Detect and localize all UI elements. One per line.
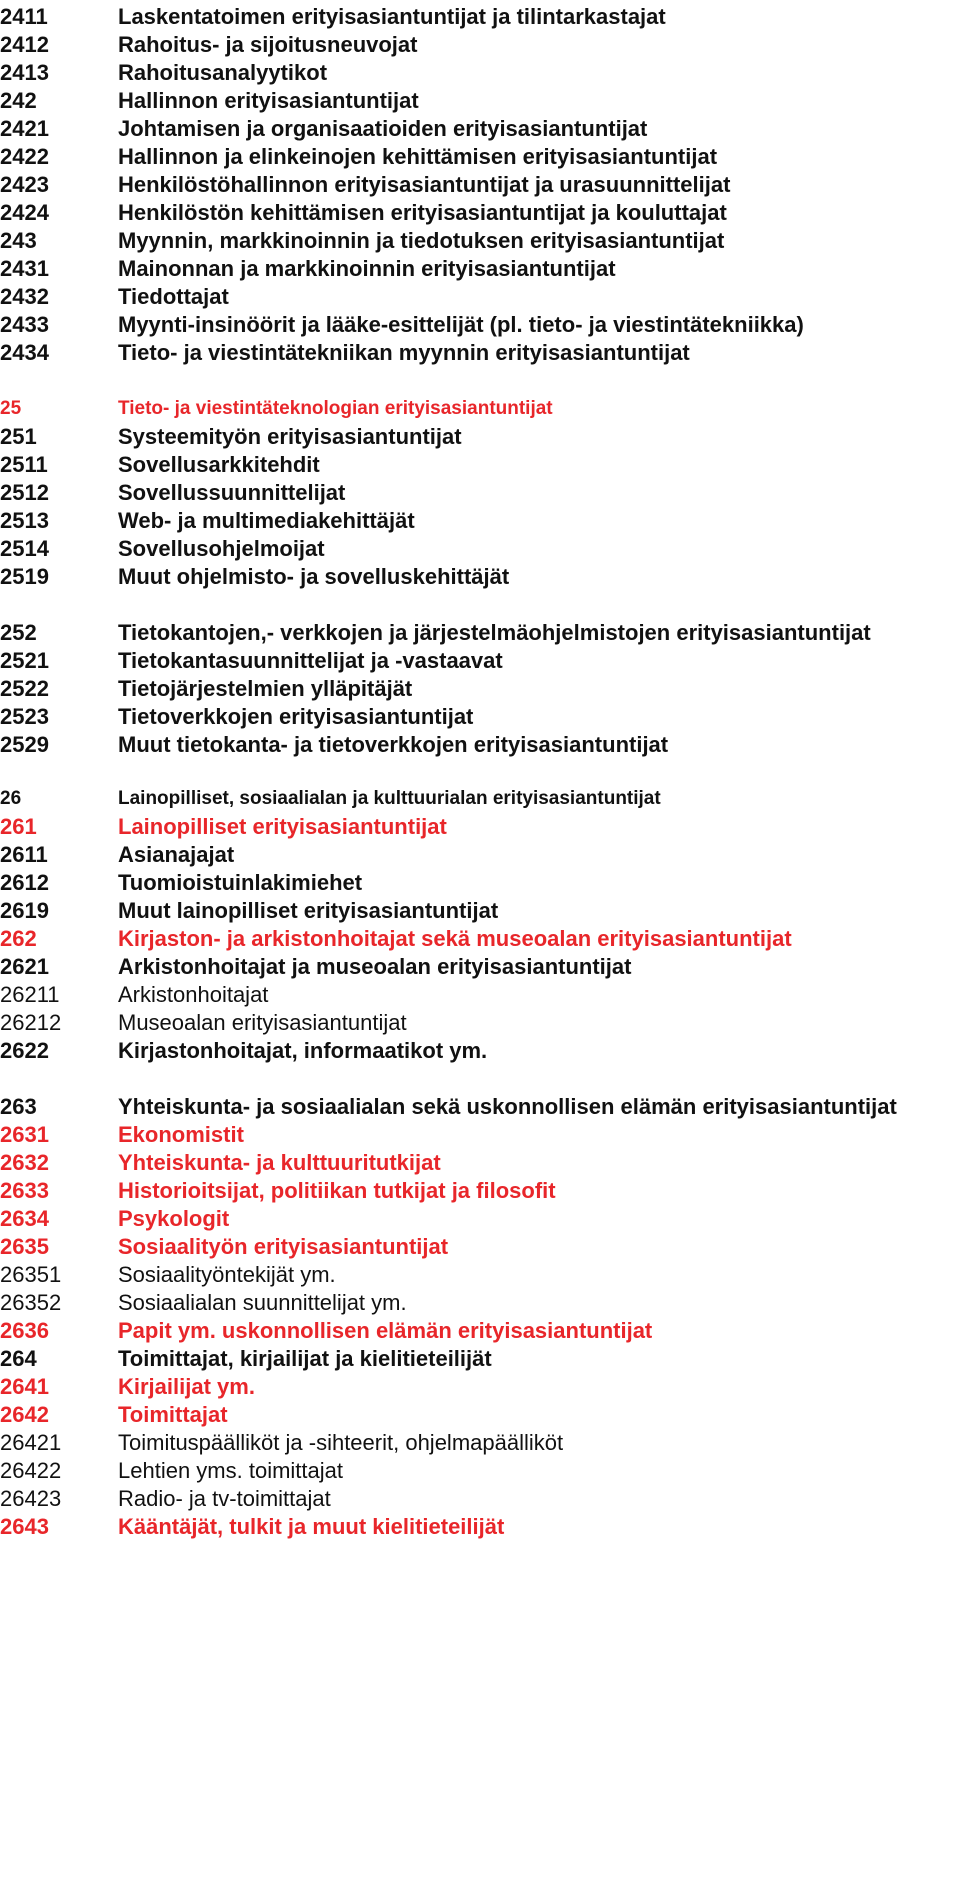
row-label: Asianajajat	[118, 842, 235, 867]
row-code: 26212	[0, 1010, 62, 1035]
row-label: Historioitsijat, politiikan tutkijat ja filosofit	[118, 1178, 556, 1203]
row-label: Web- ja multimediakehittäjät	[118, 508, 415, 533]
row-label: Muut tietokanta- ja tietoverkkojen erityisasiantuntijat	[118, 732, 669, 757]
row-code: 2433	[0, 312, 49, 337]
row-code: 2434	[0, 340, 49, 365]
row-code: 2413	[0, 60, 49, 85]
row-code: 2512	[0, 480, 49, 505]
row-code: 26422	[0, 1458, 62, 1483]
row-code: 2423	[0, 172, 49, 197]
row-code: 2432	[0, 284, 49, 309]
row-code: 252	[0, 620, 37, 645]
row-label: Hallinnon erityisasiantuntijat	[118, 88, 419, 113]
row-code: 261	[0, 814, 37, 839]
row-code: 2412	[0, 32, 49, 57]
row-code: 2514	[0, 536, 49, 561]
row-code: 2635	[0, 1234, 49, 1259]
row-label: Sovellusohjelmoijat	[118, 536, 325, 561]
row-label: Muut ohjelmisto- ja sovelluskehittäjät	[118, 564, 510, 589]
row-code: 2636	[0, 1318, 49, 1343]
row-code: 243	[0, 228, 37, 253]
row-code: 251	[0, 424, 37, 449]
row-code: 2529	[0, 732, 49, 757]
row-label: Sosiaalityöntekijät ym.	[118, 1262, 336, 1287]
row-label: Hallinnon ja elinkeinojen kehittämisen erityisasiantuntijat	[118, 144, 718, 169]
row-code: 2622	[0, 1038, 49, 1063]
row-code: 2521	[0, 648, 49, 673]
row-code: 264	[0, 1346, 37, 1371]
row-label: Mainonnan ja markkinoinnin erityisasiantuntijat	[118, 256, 616, 281]
row-label: Sosiaalityön erityisasiantuntijat	[118, 1234, 449, 1259]
row-code: 2619	[0, 898, 49, 923]
row-code: 2422	[0, 144, 49, 169]
row-code: 2424	[0, 200, 49, 225]
row-label: Yhteiskunta- ja kulttuuritutkijat	[118, 1150, 441, 1175]
row-label: Radio- ja tv-toimittajat	[118, 1486, 331, 1511]
row-code: 2522	[0, 676, 49, 701]
row-code: 2523	[0, 704, 49, 729]
row-label: Henkilöstöhallinnon erityisasiantuntijat ja urasuunnittelijat	[118, 172, 731, 197]
row-code: 2621	[0, 954, 49, 979]
list-row	[0, 560, 960, 594]
row-label: Laskentatoimen erityisasiantuntijat ja tilintarkastajat	[118, 4, 666, 29]
row-label: Kirjastonhoitajat, informaatikot ym.	[118, 1038, 488, 1063]
row-code: 2431	[0, 256, 49, 281]
row-label: Henkilöstön kehittämisen erityisasiantuntijat ja kouluttajat	[118, 200, 727, 225]
row-code: 25	[0, 398, 22, 419]
row-label: Tietoverkkojen erityisasiantuntijat	[118, 704, 474, 729]
row-code: 2411	[0, 4, 48, 29]
row-label: Sovellussuunnittelijat	[118, 480, 346, 505]
row-label: Johtamisen ja organisaatioiden erityisasiantuntijat	[118, 116, 648, 141]
row-label: Myynti-insinöörit ja lääke-esittelijät (pl. tieto- ja viestintätekniikka)	[118, 312, 804, 337]
row-code: 2631	[0, 1122, 49, 1147]
row-code: 26351	[0, 1262, 62, 1287]
row-code: 2633	[0, 1178, 49, 1203]
row-label: Kirjaston- ja arkistonhoitajat sekä museoalan erityisasiantuntijat	[118, 926, 792, 951]
row-label: Ekonomistit	[118, 1122, 244, 1147]
row-label: Tiedottajat	[118, 284, 229, 309]
row-label: Lainopilliset erityisasiantuntijat	[118, 814, 447, 839]
row-label: Tieto- ja viestintätekniikan myynnin erityisasiantuntijat	[118, 340, 690, 365]
row-code: 263	[0, 1094, 37, 1119]
row-label: Toimittajat	[118, 1402, 228, 1427]
row-label: Kääntäjät, tulkit ja muut kielitieteilijät	[118, 1514, 505, 1539]
row-label: Sovellusarkkitehdit	[118, 452, 320, 477]
row-label: Museoalan erityisasiantuntijat	[118, 1010, 407, 1035]
row-code: 2513	[0, 508, 49, 533]
row-label: Papit ym. uskonnollisen elämän erityisasiantuntijat	[118, 1318, 653, 1343]
row-label: Toimittajat, kirjailijat ja kielitieteilijät	[118, 1346, 492, 1371]
list-row	[0, 728, 960, 762]
row-label: Tieto- ja viestintäteknologian erityisasiantuntijat	[118, 398, 553, 419]
list-row	[0, 336, 960, 370]
row-label: Tietokantojen,- verkkojen ja järjestelmäohjelmistojen erityisasiantuntijat	[118, 620, 871, 645]
row-label: Yhteiskunta- ja sosiaalialan sekä uskonnollisen elämän erityisasiantuntijat	[118, 1094, 897, 1119]
row-label: Systeemityön erityisasiantuntijat	[118, 424, 462, 449]
row-code: 262	[0, 926, 37, 951]
row-code: 2641	[0, 1374, 49, 1399]
row-code: 2612	[0, 870, 49, 895]
row-code: 26421	[0, 1430, 62, 1455]
list-row	[0, 1510, 960, 1544]
row-label: Rahoitusanalyytikot	[118, 60, 328, 85]
row-code: 26352	[0, 1290, 62, 1315]
row-label: Tuomioistuinlakimiehet	[118, 870, 363, 895]
row-code: 2421	[0, 116, 49, 141]
row-label: Muut lainopilliset erityisasiantuntijat	[118, 898, 499, 923]
row-code: 2643	[0, 1514, 49, 1539]
row-label: Tietokantasuunnittelijat ja -vastaavat	[118, 648, 503, 673]
row-label: Arkistonhoitajat	[118, 982, 269, 1007]
row-code: 26211	[0, 982, 60, 1007]
row-code: 2519	[0, 564, 49, 589]
row-label: Rahoitus- ja sijoitusneuvojat	[118, 32, 418, 57]
row-label: Lainopilliset, sosiaalialan ja kulttuurialan erityisasiantuntijat	[118, 788, 661, 809]
row-label: Tietojärjestelmien ylläpitäjät	[118, 676, 413, 701]
row-code: 2634	[0, 1206, 49, 1231]
row-code: 2511	[0, 452, 48, 477]
row-label: Arkistonhoitajat ja museoalan erityisasiantuntijat	[118, 954, 632, 979]
list-row	[0, 1034, 960, 1068]
row-code: 2642	[0, 1402, 49, 1427]
row-label: Toimituspäälliköt ja -sihteerit, ohjelmapäälliköt	[118, 1430, 564, 1455]
row-label: Sosiaalialan suunnittelijat ym.	[118, 1290, 407, 1315]
row-label: Kirjailijat ym.	[118, 1374, 255, 1399]
row-code: 2611	[0, 842, 48, 867]
row-label: Psykologit	[118, 1206, 230, 1231]
row-code: 26	[0, 788, 22, 809]
row-code: 2632	[0, 1150, 49, 1175]
row-label: Myynnin, markkinoinnin ja tiedotuksen erityisasiantuntijat	[118, 228, 725, 253]
row-label: Lehtien yms. toimittajat	[118, 1458, 343, 1483]
row-code: 26423	[0, 1486, 62, 1511]
row-code: 242	[0, 88, 37, 113]
